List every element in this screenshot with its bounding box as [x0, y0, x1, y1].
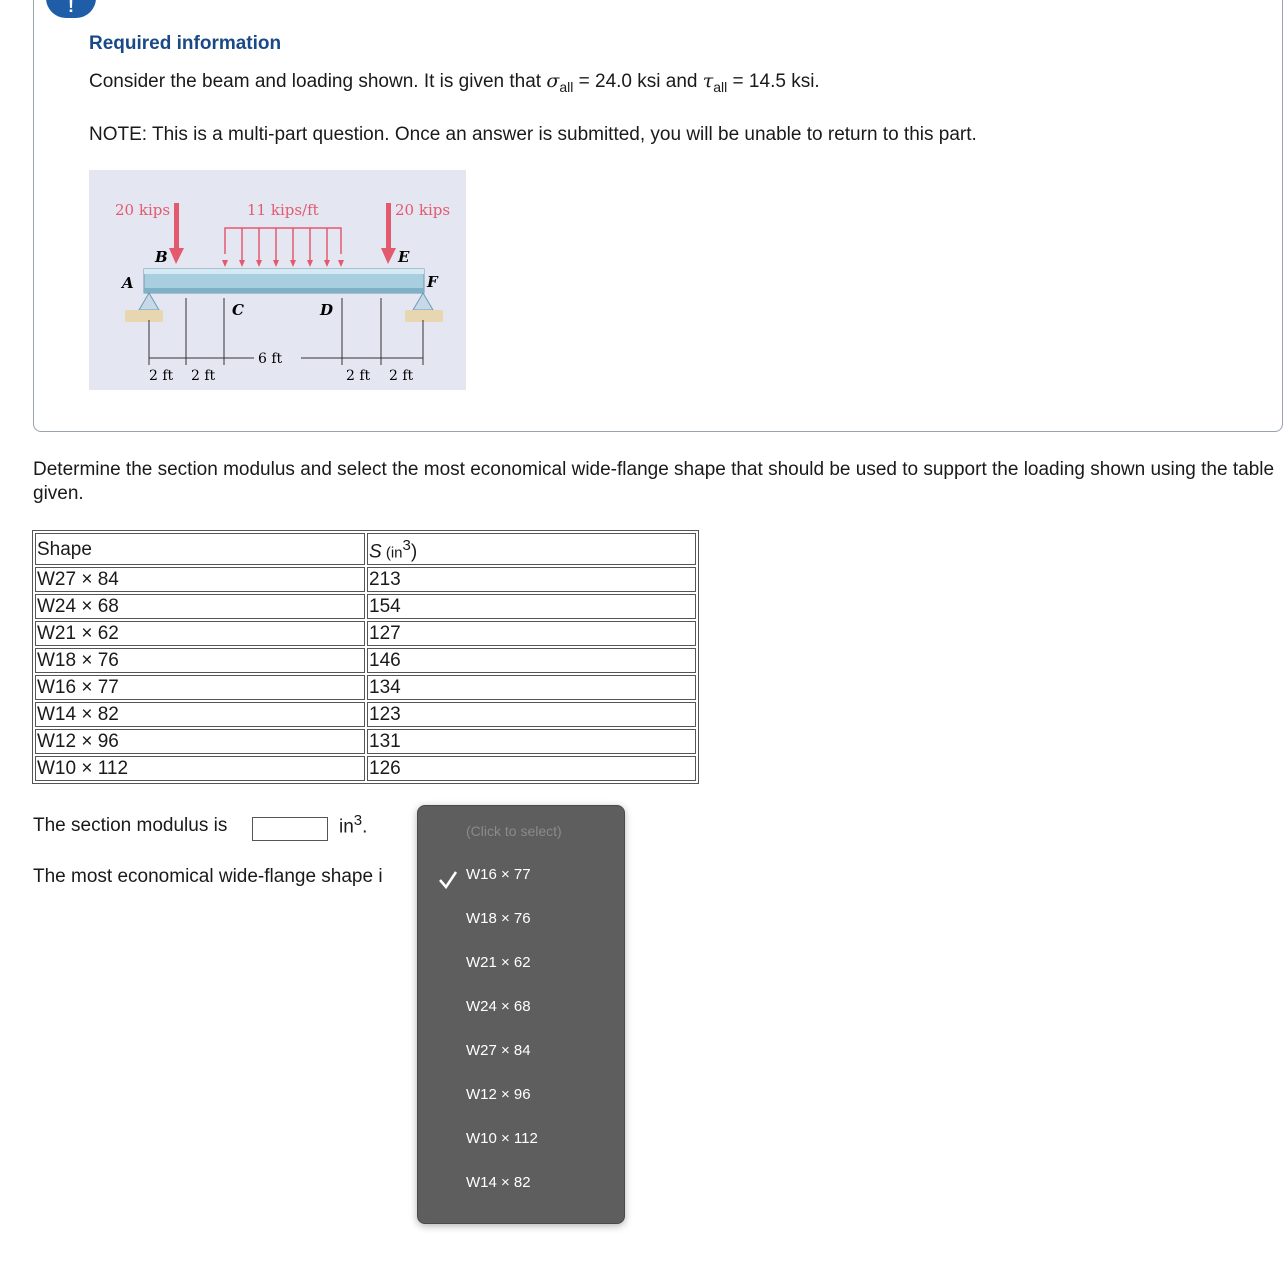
cell-s: 123 — [367, 702, 696, 727]
shape-selection-label: The most economical wide-flange shape i — [33, 866, 383, 887]
dim-label-4: 2 ft — [389, 368, 414, 384]
cell-shape: W12 × 96 — [35, 729, 365, 754]
exclamation-icon: ! — [46, 0, 96, 18]
header-s: S $(in^3)$ — [367, 533, 696, 565]
dropdown-option-w14x82[interactable]: W14 × 82 — [466, 1174, 531, 1191]
pin-support-a — [139, 293, 159, 310]
beam-loading-figure — [89, 170, 466, 390]
cell-s: 146 — [367, 648, 696, 673]
section-modulus-input[interactable] — [252, 817, 328, 841]
cell-s: 127 — [367, 621, 696, 646]
checkmark-icon — [438, 869, 458, 891]
dropdown-placeholder[interactable]: (Click to select) — [466, 823, 562, 839]
cell-s: 213 — [367, 567, 696, 592]
cell-shape: W18 × 76 — [35, 648, 365, 673]
question-text: Determine the section modulus and select the most economical wide-flange shape that should be used to support the loading shown using the table given. — [33, 459, 1275, 504]
cell-shape: W24 × 68 — [35, 594, 365, 619]
label-point-a: A — [122, 274, 134, 292]
dropdown-option-w24x68[interactable]: W24 × 68 — [466, 998, 531, 1015]
label-point-f: F — [427, 273, 438, 291]
cell-s: 154 — [367, 594, 696, 619]
dropdown-option-w16x77[interactable]: W16 × 77 — [466, 866, 531, 883]
dim-label-1: 2 ft — [149, 368, 174, 384]
dim-label-2: 2 ft — [191, 368, 216, 384]
section-modulus-label: The section modulus is — [33, 815, 228, 836]
dropdown-option-w12x96[interactable]: W12 × 96 — [466, 1086, 531, 1103]
dropdown-option-w18x76[interactable]: W18 × 76 — [466, 910, 531, 927]
dropdown-option-w21x62[interactable]: W21 × 62 — [466, 954, 531, 971]
cell-s: 131 — [367, 729, 696, 754]
distributed-load — [225, 228, 341, 262]
header-shape: Shape — [35, 533, 365, 565]
table-row — [35, 675, 696, 700]
label-point-d: D — [320, 301, 334, 319]
dropdown-option-w10x112[interactable]: W10 × 112 — [466, 1130, 538, 1147]
label-point-c: C — [232, 301, 244, 319]
cell-shape: W21 × 62 — [35, 621, 365, 646]
shape-dropdown-menu[interactable] — [417, 805, 625, 1224]
load-arrow-e — [386, 203, 391, 248]
cell-s: 134 — [367, 675, 696, 700]
problem-statement: Consider the beam and loading shown. It is given that $\sigma_{all} = 24.0$ ksi and $\tau_{all} = 14.5$ ksi. — [89, 70, 820, 95]
cell-shape: W27 × 84 — [35, 567, 365, 592]
label-point-e: E — [398, 248, 410, 266]
required-information-title: Required information — [89, 33, 282, 54]
cell-s: 126 — [367, 756, 696, 781]
section-modulus-unit: $in^3$. — [339, 812, 368, 838]
load-arrow-b — [174, 203, 179, 248]
table-row — [35, 729, 696, 754]
table-row — [35, 594, 696, 619]
label-load-left: 20 kips — [115, 201, 171, 219]
label-load-dist: 11 kips/ft — [247, 201, 319, 219]
multi-part-note: NOTE: This is a multi-part question. Once an answer is submitted, you will be unable to return to this part. — [89, 124, 977, 145]
dropdown-option-w27x84[interactable]: W27 × 84 — [466, 1042, 531, 1059]
cell-shape: W14 × 82 — [35, 702, 365, 727]
label-point-b: B — [155, 248, 168, 266]
table-row — [35, 756, 696, 781]
table-row — [35, 567, 696, 592]
label-load-right: 20 kips — [395, 201, 451, 219]
table-row — [35, 702, 696, 727]
table-row — [35, 621, 696, 646]
table-header-row — [35, 533, 696, 565]
cell-shape: W10 × 112 — [35, 756, 365, 781]
shape-table — [32, 530, 699, 784]
dim-label-3: 2 ft — [346, 368, 371, 384]
cell-shape: W16 × 77 — [35, 675, 365, 700]
table-row — [35, 648, 696, 673]
dim-label-mid: 6 ft — [258, 351, 283, 367]
